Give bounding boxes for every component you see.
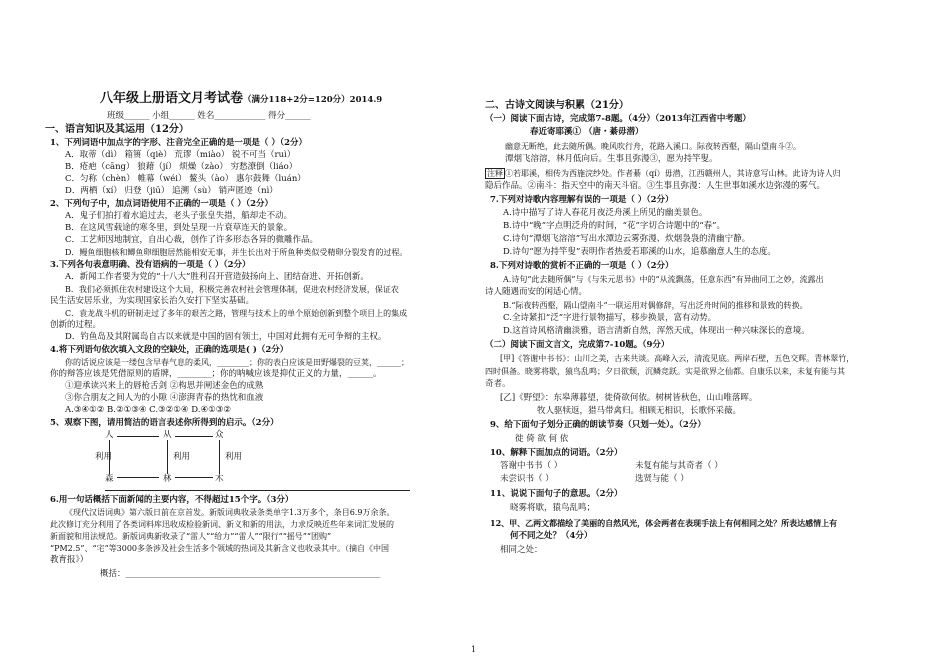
diagram-label: 利用 [225,452,243,462]
q8-option-a2: 诗人随遇而安的闲适心情。 [485,287,588,297]
question-12-line-1: 12、甲、乙两文都描绘了美丽的自然风光，体会两者在表现手法上有何相同之处？所表达感情上有 [490,518,838,528]
question-6: 6.用一句话概括下面新闻的主要内容，不得超过15个字。（3分） [50,495,294,505]
q12-same-label[interactable]: 相同之处： [500,545,543,555]
diagram-label: 利用 [173,452,191,462]
poem-line-2: 潭烟飞溶溶，林月低向后。生事且弥漫③，愿为持竿叟。 [505,154,718,164]
q2-option-d: D．鳗鱼细胞核和鲫鱼卵细胞居然能相安无事，并生长出对于所鱼种类似受精卵分裂发育的过程。 [65,248,408,257]
q5-answer-line[interactable] [105,490,410,491]
page-number: 1 [471,645,477,654]
text-jia-1: [甲]《答谢中书书》：山川之美，古来共谈。高峰入云，清流见底。两岸石壁，五色交辉。青林翠竹， [500,354,855,363]
question-4: 4.将下列语句依次填入文段的空缺处，正确的选项是( )（2分） [50,345,289,355]
note-label: 注释 [487,169,503,178]
q7-option-a: A.诗中描写了诗人春花月夜泛舟溪上所见的幽美景色。 [503,208,708,218]
poem-note-1: 注释 ①若耶溪，相传为西施浣纱处。作者綦（qí）毋潜，江西赣州人，其诗意写山林。此诗为诗人归 [487,169,841,178]
q8-option-a1: A.诗句“此去随所偶”与《与朱元思书》中的“从流飘荡，任意东西”有异曲同工之妙，流露出 [503,275,824,284]
question-5: 5、观察下图，请用简洁的语言表述你所得到的启示。（2分） [50,418,279,428]
q1-option-a: A．取蒂（dì） 箱篑（qiè） 荒谬（miào） 锐不可当（ruì） [65,150,296,160]
question-2: 2、下列句子中，加点词语使用不正确的一项是（ ）（2分） [50,199,274,209]
poem-note-2: 隐后作品。②南斗：指天空中的南天斗宿。③生事且弥漫：人生世事如溪水边弥漫的雾气。 [485,181,826,191]
q4-options-2: ③你合朋友之间人为的小隙 ④澎湃青春的热忱和血液 [65,393,264,403]
part-2-heading: （二）阅读下面文言文，完成第7-10题。（9分） [485,340,670,350]
q7-option-d: D.诗句“愿为持竿叟”表明作者热爱若耶溪的山水，追慕幽意人生的态度。 [503,247,776,257]
exam-title: 八年级上册语文月考试卷（满分118+2分=120分）2014.9 [100,91,383,106]
q3-option-b1: B．我们必须抓住农村建设这个大局，积极完善农村社会管理体制，促进农村经济发展，保证农 [65,285,399,294]
question-8: 8.下列对诗歌的赏析不正确的一项是（ ）（2分） [490,261,674,271]
diagram-char-mu: 木 [215,474,224,484]
diagram-char-sen: 森 [105,474,114,484]
question-11: 11、说说下面句子的意思。（2分） [490,489,623,499]
q11-sentence: 晓雾将歇，猿鸟乱鸣； [510,503,596,513]
q1-option-b: B．疮疤（cāng） 狼藉（jí） 烦燥（zào） 穷愁潦倒（liáo） [65,162,298,172]
section-2-heading: 二、古诗文阅读与积累（21分） [485,100,629,111]
q4-text-2: 你的辩答应该是凭借原则的盾牌，________；你的呐喊应该是抑仗正义的力量，______。 [50,369,382,379]
q4-text-1: 你的话说应该是一缕包含早春气息的柔风，________；你的表白应该是田野爆裂的豆荚，______； [65,358,409,367]
diagram-line [219,440,220,474]
text-yi-2: 牧人驱犊返，猎马带禽归。相顾无相识，长歌怀采薇。 [537,406,742,416]
question-12-line-2: 何不同之处？（4分） [510,531,593,541]
q6-text-3: 新面貌和用法规范。新版词典新收录了“雷人”“给力”“雷人”“限行”“摇号”“团购” [50,532,332,541]
q6-text-2: 此次修订充分利用了各类词料库迅收成检验新词、新义和新的用法，力求反映近些年来词汇发展的 [50,520,394,529]
poem-line-1: 幽意无断绝，此去随所偶。晚风吹行舟，花路入溪口。际夜转西壑，隔山望南斗②。 [505,142,801,151]
q2-option-b: B．在这风雪载途的寒冬里，到处呈现一片衰草连天的景象。 [65,223,293,233]
diagram-char-zhong: 众 [215,430,224,440]
q4-options-1: ①迎承读兴来上的唇枪舌剑 ②构思并闸述金色的成熟 [65,381,264,391]
question-7: 7.下列对诗歌内容理解有误的一项是（ ）（2分） [490,195,674,205]
q8-option-c: C.全诗紧扣“泛”字进行景物描写，移步换景，富有动势。 [503,313,717,323]
q1-option-d: D．两栖（xí） 归登（jiū） 追溯（sù） 销声匿迹（nì） [65,186,278,196]
q2-option-a: A．鬼子们拍打着水追过去，老头子张皇失措，船却走不动。 [65,211,293,221]
diagram-char-lin: 林 [163,474,172,484]
q4-answers: A.③④①② B.②①③④ C.③②①④ D.④①③② [65,405,231,415]
diagram-arrow [117,477,159,478]
diagram-arrow [117,436,159,437]
question-3: 3.下列各句表意明确、没有语病的一项是（ ）（2分） [50,260,251,270]
q3-option-c1: C．袁龙战斗机的研制走过了多年的艰苦之路，管理与技术上的单个原始创新到整个项目上的集成 [65,309,408,318]
q6-text-4: “PM2.5”、“宅”等3000多条涉及社会生活多个领域的热词及其新含义也收录其中。（摘自《中国 [50,544,390,553]
diagram-line [167,440,168,474]
q1-option-c: C．匀称（chèn） 帷幕（wéi） 鳌头（ào） 惠尔鼓舞（luán） [65,174,306,184]
q10-item-a[interactable]: 答谢中书书（ ） [500,461,563,471]
section-1-heading: 一、语言知识及其运用（12分） [45,124,189,135]
q10-item-b[interactable]: 未复有能与其奇者（ ） [635,461,723,471]
question-10: 10、解释下面加点的词语。（2分） [490,448,623,458]
q6-summary-field[interactable]: 概括：____________________________________________________________ [100,569,381,579]
diagram-char-cong: 从 [163,430,172,440]
q7-option-b: B.诗中“晚”字点明泛舟的时间，“花”字切合诗题中的“春”。 [503,221,726,231]
q6-text-1: 《现代汉语词典》第六版日前在京首发。新版词典收录条类单字1.3万多个，条目6.9万余条。 [65,508,395,517]
q10-item-d[interactable]: 选贤与能（ ） [635,474,689,484]
diagram-arrow [175,436,213,437]
diagram-arrow [175,477,213,478]
text-jia-2: 四时俱备。晓雾将歇，猿鸟乱鸣；夕日欲颓，沉鳞竞跃。实是欲界之仙都。自康乐以来，未复有能与其 [485,367,845,376]
diagram-char-ren: 人 [105,430,114,440]
q8-option-d: D.这首诗风格清幽淡雅，语言清新自然，浑然天成，体现出一种兴味深长的意境。 [503,326,810,336]
q3-option-d: D．钓鱼岛及其附属岛自古以来就是中国的固有领土，中国对此拥有无可争辩的主权。 [65,332,387,342]
diagram-label: 利用 [95,452,113,462]
text-yi-1: [乙]《野望》：东皋薄暮望，徙倚欲何依。树树皆秋色，山山唯落晖。 [500,393,758,403]
q10-item-c[interactable]: 未尝识书（ ） [500,474,554,484]
q8-option-b: B.“际夜转西壑，隔山望南斗”一联运用对偶修辞，写出泛舟时间的推移和景致的转换。 [503,301,808,310]
q3-option-a: A．新闻工作者要为党的“十八大”胜利召开营造鼓扬向上、团结奋进、开拓创新。 [65,272,369,282]
q6-text-5: 教育报》） [50,555,89,565]
question-1: 1、下列词语中加点字的字形、注音完全正确的是一项是（ ）（2分） [50,138,308,148]
q9-sentence[interactable]: 徙 倚 欲 何 依 [515,434,569,444]
q3-option-b2: 民生活安居乐业，为实现国家长治久安打下坚实基础。 [50,296,255,306]
poem-title: 春近寄耶溪① （唐・綦毋潜） [530,127,644,137]
student-info: 班级______ 小组______ 姓名____________ 得分______ [107,111,311,121]
q3-option-c2: 创新的过程。 [50,320,102,330]
character-diagram [95,428,295,483]
part-1-heading: （一）阅读下面古诗，完成第7-8题。（4分）（2013年江西省中考题） [485,114,751,124]
text-jia-3: 奇者。 [485,379,511,389]
question-9: 9、给下面句子划分正确的朗读节奏（只划一处）。（2分） [490,420,706,430]
q7-option-c: C.诗句“潭烟飞溶溶”写出水潭边云雾弥漫、炊烟袅袅的清幽宁静。 [503,234,751,244]
q2-option-c: C．工艺师因地制宜，自出心裁，创作了许多形态各异的微雕作品。 [65,235,319,245]
